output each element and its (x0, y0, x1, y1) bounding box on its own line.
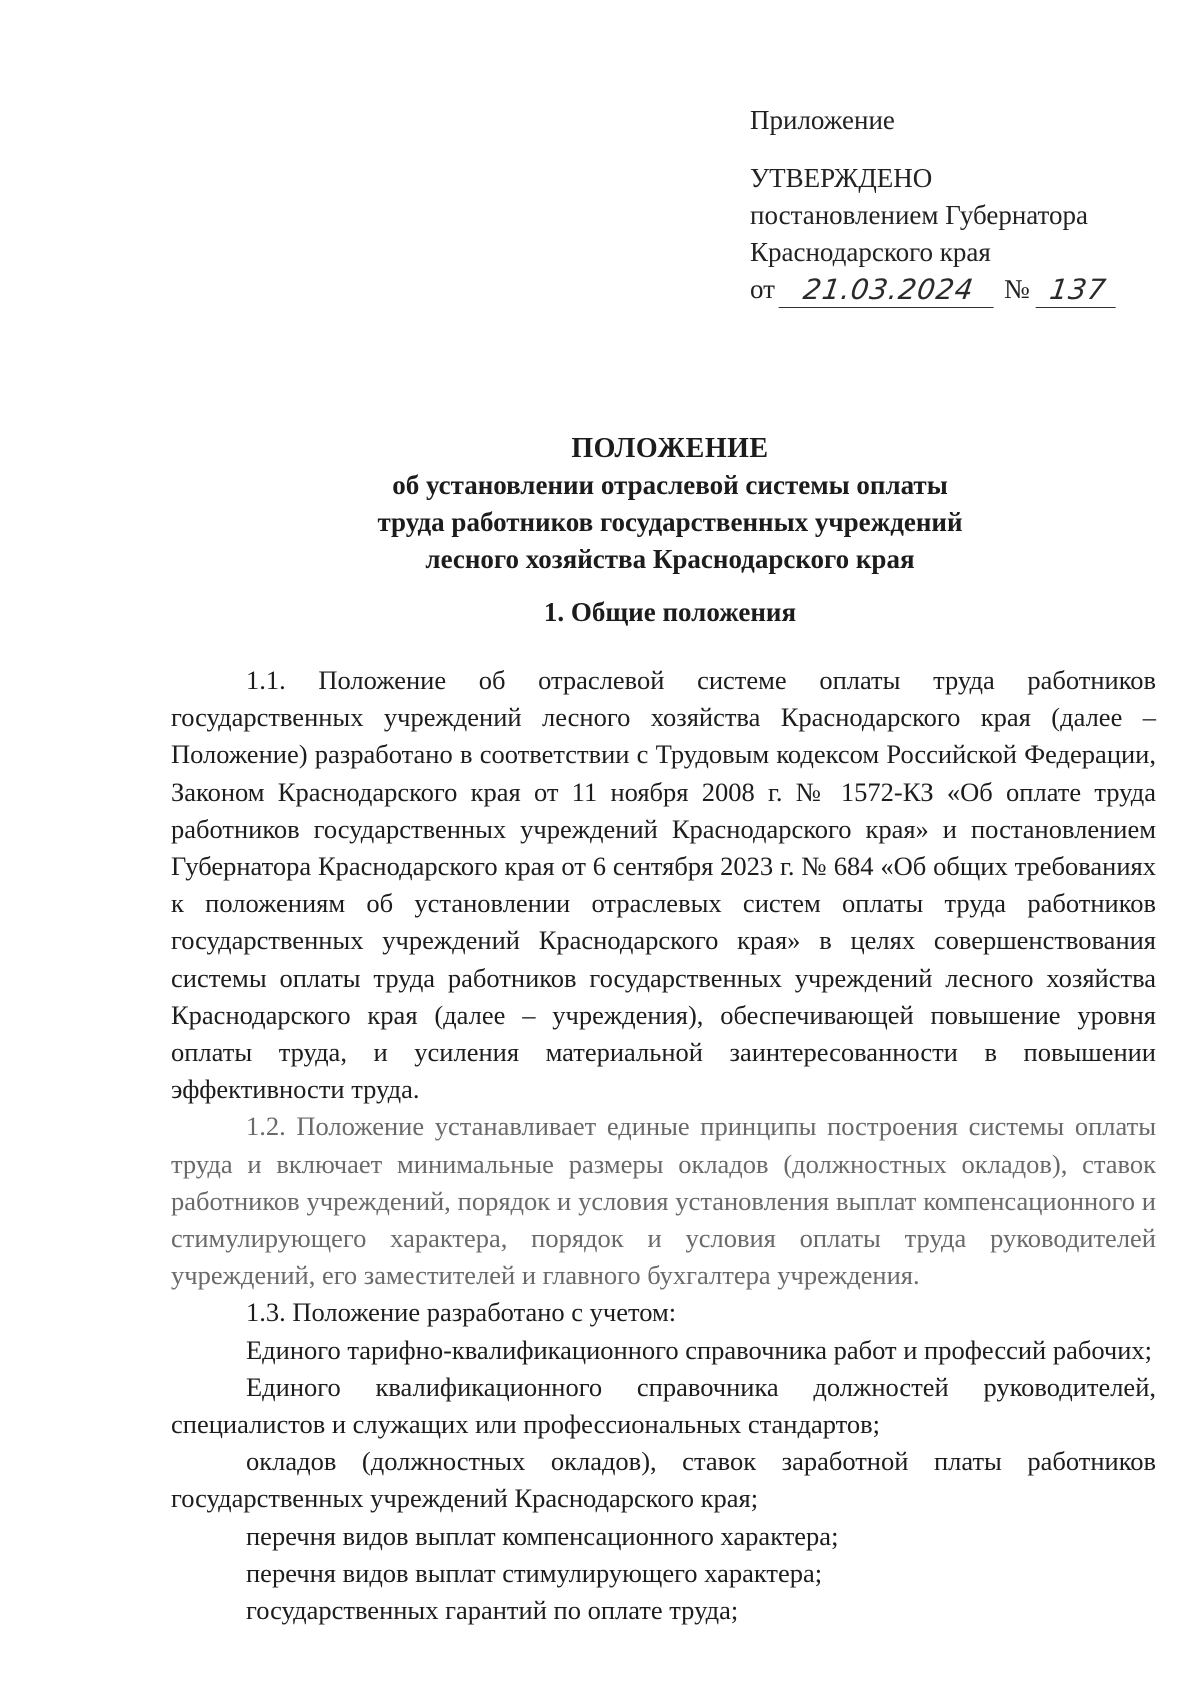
paragraph-1-2: 1.2. Положение устанавливает единые принципы построения системы оплаты труда и включает минимальные размеры окладов (должностных окладов), ставок работников учреждений, порядок и условия установления выплат компенсационного и стимулирующего характера, порядок и условия оплаты труда руководителей учреждений, его заместителей и главного бухгалтера учреждения. (171, 1111, 1156, 1291)
list-item: Единого квалификационного справочника должностей руководителей, специалистов и служащих или профессиональных стандартов; (171, 1371, 1156, 1440)
list-item: Единого тарифно-квалификационного справочника работ и профессий рабочих; (246, 1334, 1153, 1365)
list-item: перечня видов выплат стимулирующего характера; (246, 1557, 823, 1588)
list-item: перечня видов выплат компенсационного характера; (246, 1520, 839, 1551)
title-line-1: об установлении отраслевой системы оплаты (392, 470, 948, 500)
document-body (171, 662, 1156, 1629)
approved-label: УТВЕРЖДЕНО (750, 163, 933, 193)
appendix-label: Приложение (750, 105, 895, 135)
handwritten-number: 137 (1035, 273, 1120, 308)
approved-by-line-2: Краснодарского края (750, 237, 991, 267)
title-line-2: труда работников государственных учреждений (377, 507, 963, 537)
list-item: окладов (должностных окладов), ставок заработной платы работников государственных учреждений Краснодарского края; (171, 1446, 1156, 1514)
date-prefix: от (750, 274, 775, 304)
approved-by-line-1: постановлением Губернатора (750, 200, 1088, 230)
approval-block (750, 100, 1150, 308)
handwritten-date: 21.03.2024 (778, 273, 998, 308)
paragraph-1-3: 1.3. Положение разработано с учетом: (246, 1297, 677, 1328)
document-title (120, 430, 1200, 578)
title-line-3: лесного хозяйства Краснодарского края (425, 544, 915, 574)
list-item: государственных гарантий по оплате труда; (246, 1595, 739, 1626)
paragraph-1-1: 1.1. Положение об отраслевой системе оплаты труда работников государственных учреждений лесного хозяйства Краснодарского края (далее – Положение) разработано в соответствии с Трудовым кодексом Российской Федерации, Законом Краснодарского края от 11 ноября 2008 г. № 1572-КЗ «Об оплате труда работников государственных учреждений Краснодарского края» и постановлением Губернатора Краснодарского края от 6 сентября 2023 г. № 684 «Об общих требованиях к положениям об установлении отраслевых систем оплаты труда работников государственных учреждений Краснодарского края» в целях совершенствования системы оплаты труда работников государственных учреждений лесного хозяйства Краснодарского края (далее – учреждения), обеспечивающей повышение уровня оплаты труда, и усиления материальной заинтересованности в повышении эффективности труда. (171, 665, 1156, 1105)
date-number-line (750, 271, 1150, 308)
section-heading: 1. Общие положения (543, 597, 797, 627)
number-prefix: № (1003, 274, 1030, 304)
title-main: ПОЛОЖЕНИЕ (571, 433, 769, 464)
